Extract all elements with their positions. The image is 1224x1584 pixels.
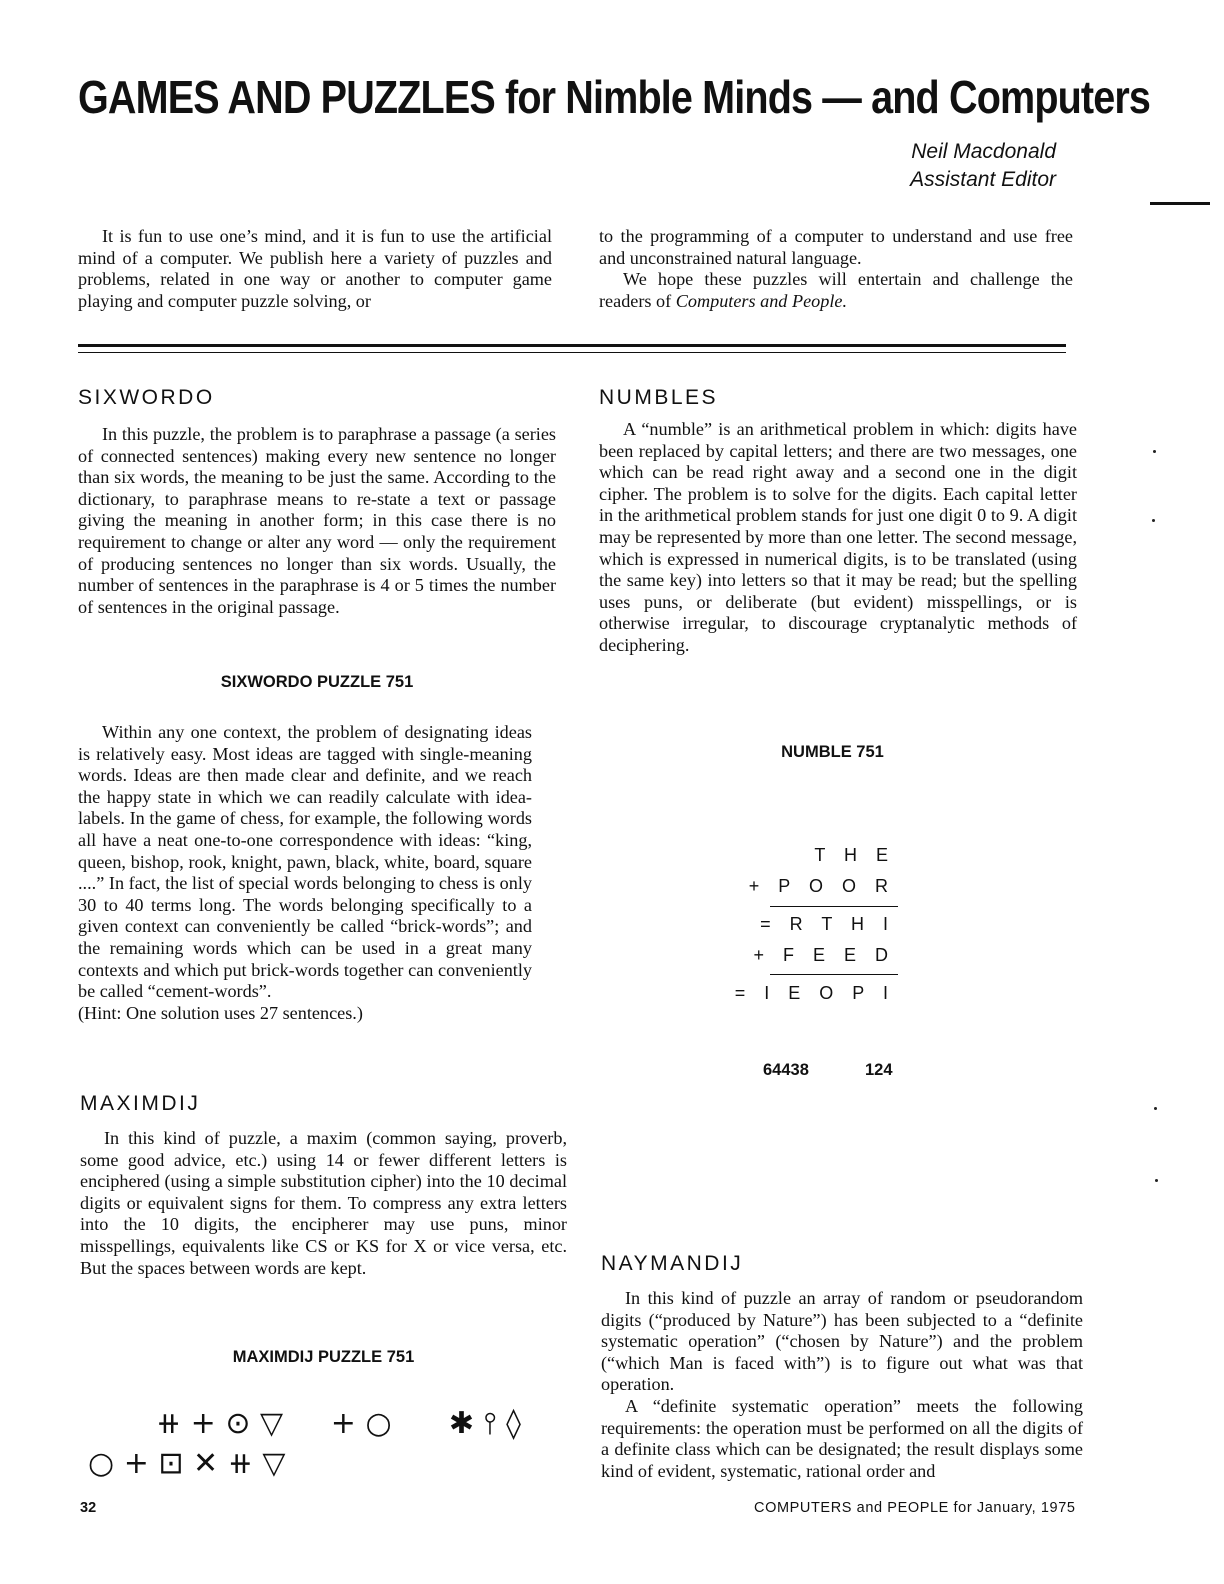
author-block <box>910 138 1056 194</box>
maximdij-text: In this kind of puzzle, a maxim (common saying, proverb, some good advice, etc.) using 14 or fewer different letters is enciphered (using a simple substitution cipher) into the 10 decimal digits or equivalent signs for them. To compress any extra letters into the 10 digits, the encipherer may use puns, minor misspellings, equivalents like CS or KS for X or vice versa, etc. But the spaces between words are kept. <box>80 1128 567 1278</box>
maximdij-cipher-line-1: ⧺ + ⊙ ▽ + ○ ✱ ⫯ ◊ <box>156 1406 521 1441</box>
intro-closing-text: We hope these puzzles will entertain and challenge the readers of <box>599 269 1073 311</box>
maximdij-intro <box>80 1128 567 1279</box>
naymandij-text-1: In this kind of puzzle an array of random or pseudorandom digits (“produced by Nature”) has been subjected to a “definite systematic operation” (“chosen by Nature”) and the problem (“which Man is faced with”) is to figure out what was that operation. <box>601 1288 1083 1395</box>
sixwordo-puzzle <box>78 722 532 1024</box>
sixwordo-intro <box>78 424 556 618</box>
numble-row-1: T H E <box>814 845 895 865</box>
naymandij-heading: NAYMANDIJ <box>601 1252 744 1275</box>
intro-right-closing <box>599 269 1073 312</box>
page-number: 32 <box>80 1500 97 1516</box>
numble-row-5: = I E O P I <box>734 983 895 1003</box>
numbles-text: A “numble” is an arithmetical problem in which: digits have been replaced by capital letters; and there are two messages, one which can be read right away and a second one in the digit cipher. The problem is to solve for the digits. Each capital letter in the arithmetical problem stands for just one digit 0 to 9. A digit may be represented by more than one letter. The second message, which is expressed in numerical digits, is to be translated (using the same key) into letters so that it may be read; but the spelling uses puns, or deliberate (but evident) misspellings, or is otherwise irregular, to discourage cryptanalytic methods of deciphering. <box>599 419 1077 655</box>
author-name: Neil Macdonald <box>911 140 1056 163</box>
margin-speck <box>1155 1179 1158 1182</box>
sixwordo-puzzle-heading: SIXWORDO PUZZLE 751 <box>220 673 414 691</box>
maximdij-cipher-line-2: ○ + ⊡ ✕ ⧺ ▽ <box>88 1446 286 1481</box>
maximdij-heading: MAXIMDIJ <box>80 1092 201 1115</box>
numble-sum-line-1 <box>770 906 898 907</box>
margin-speck <box>1154 1107 1157 1110</box>
sixwordo-heading: SIXWORDO <box>78 386 215 409</box>
numble-cipher-word-2: 124 <box>865 1061 893 1079</box>
intro-left <box>78 226 552 312</box>
author-role: Assistant Editor <box>910 168 1056 191</box>
page-title: GAMES AND PUZZLES for Nimble Minds — and Computers <box>78 71 1151 123</box>
numble-row-4: + F E E D <box>753 945 895 965</box>
publication-footer: COMPUTERS and PEOPLE for January, 1975 <box>754 1500 1076 1516</box>
naymandij-body <box>601 1288 1083 1482</box>
sixwordo-puzzle-text: Within any one context, the problem of designating ideas is relatively easy. Most ideas are tagged with single-meaning words. Ideas are then made clear and definite, and we reach the happy state in which we can readily calculate with idea-labels. In the game of chess, for example, the following words all have a neat one-to-one correspondence with ideas: “king, queen, bishop, rook, knight, pawn, black, white, board, square ....” In fact, the list of special words belonging to chess is only 30 to 40 terms long. The words belonging specifically to a given context can conveniently be called “brick-words”; and the remaining words which can be used in a great many contexts and which put brick-words together can conveniently be called “cement-words”. <box>78 722 532 1002</box>
numble-cipher-word-1: 64438 <box>763 1061 809 1079</box>
intro-right-text: to the programming of a computer to understand and use free and unconstrained natural language. <box>599 226 1073 268</box>
naymandij-text-2: A “definite systematic operation” meets the following requirements: the operation must be performed on all the digits of a definite class which can be designated; the result displays some kind of evident, systematic, rational order and <box>601 1395 1083 1481</box>
numble-row-3: = R T H I <box>760 914 895 934</box>
numble-row-2: + P O O R <box>748 876 895 896</box>
numble-sum-line-2 <box>770 974 898 975</box>
numble-puzzle-heading: NUMBLE 751 <box>781 743 884 761</box>
numbles-intro <box>599 419 1077 657</box>
section-divider-thin <box>78 352 1066 353</box>
sixwordo-text: In this puzzle, the problem is to paraphrase a passage (a series of connected sentences) making every new sentence no longer than six words, the meaning to be just the same. According to the dictionary, to paraphrase means to re-state a text or passage giving the meaning in another form; in this case there is no requirement to change or alter any word — only the requirement of producing sentences no longer than six words. Usually, the number of sentences in the paraphrase is 4 or 5 times the number of sentences in the original passage. <box>78 424 556 617</box>
maximdij-puzzle-heading: MAXIMDIJ PUZZLE 751 <box>232 1348 415 1366</box>
margin-speck <box>1152 519 1155 522</box>
margin-mark <box>1150 202 1210 205</box>
numbles-heading: NUMBLES <box>599 386 719 409</box>
sixwordo-hint: (Hint: One solution uses 27 sentences.) <box>78 1002 363 1023</box>
section-divider-thick <box>78 344 1066 347</box>
magazine-name: Computers and People. <box>675 290 847 311</box>
margin-speck <box>1153 450 1156 453</box>
intro-left-text: It is fun to use one’s mind, and it is fun to use the artificial mind of a computer. We publish here a variety of puzzles and problems, related in one way or another to computer game playing and computer puzzle solving, or <box>78 226 552 311</box>
intro-right <box>599 226 1073 312</box>
